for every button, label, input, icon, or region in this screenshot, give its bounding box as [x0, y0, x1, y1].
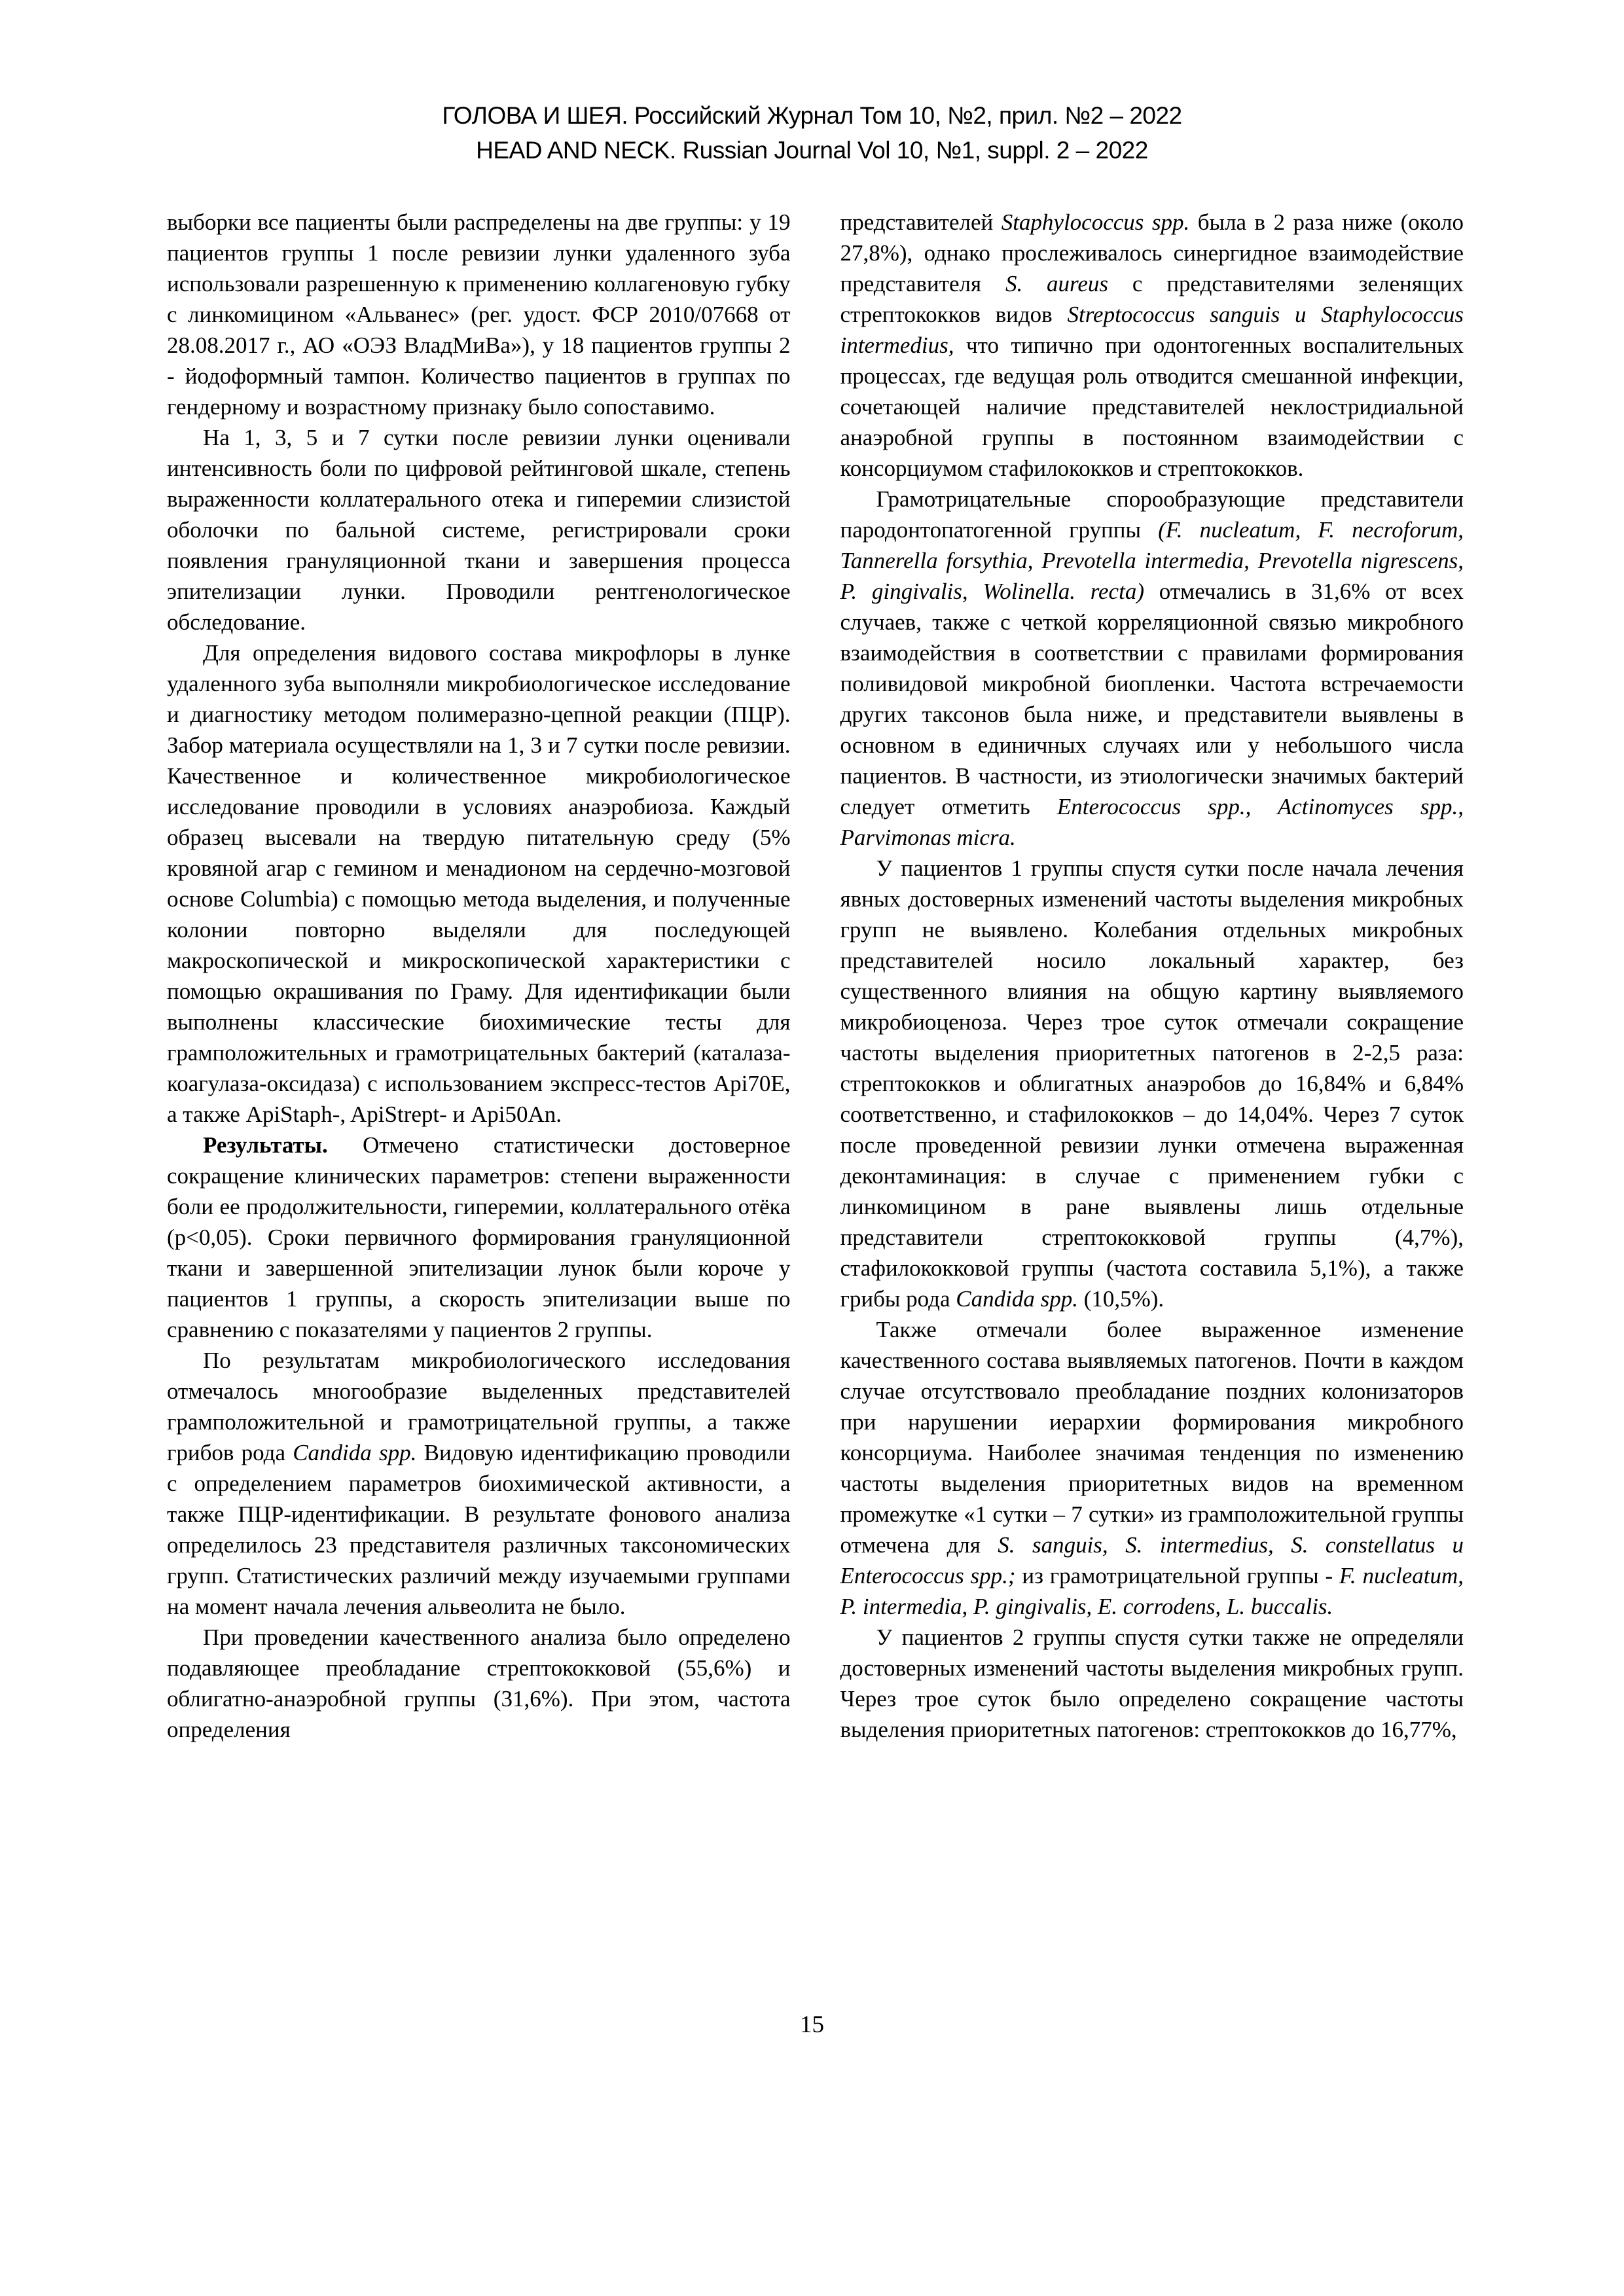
paragraph	[167, 1130, 791, 1345]
article-body	[167, 207, 1464, 1745]
paragraph	[167, 637, 791, 1130]
text-run: что типично при одонтогенных воспалительных процессах, где ведущая роль отводится смешанной инфекции, сочетающей наличие представителей неклостридиальной анаэробной группы в постоянном взаимодействии с консорциумом стафилококков и стрептококков.	[840, 332, 1464, 481]
text-run: Также отмечали более выраженное изменение качественного состава выявляемых патогенов. Почти в каждом случае отсутствовало преобладание поздних колонизаторов при нарушении иерархии формирования микробного консорциума. Наиболее значимая тенденция по изменению частоты выделения приоритетных видов на временном промежутке «1 сутки – 7 сутки» из грамположительной группы отмечена для	[840, 1317, 1464, 1558]
column-left	[167, 207, 791, 1745]
text-run: S. aureus	[1005, 271, 1109, 296]
paragraph	[840, 853, 1464, 1314]
text-run: Candida spp.	[293, 1440, 417, 1465]
text-run: На 1, 3, 5 и 7 сутки после ревизии лунки оценивали интенсивность боли по цифровой рейтинговой шкале, степень выраженности коллатерального отека и гиперемии слизистой оболочки по бальной системе, регистрировали сроки появления грануляционной ткани и завершения процесса эпителизации лунки. Проводили рентгенологическое обследование.	[167, 425, 791, 635]
text-run: отмечались в 31,6% от всех случаев, также с четкой корреляционной связью микробного взаимодействия в соответствии с правилами формирования поливидовой микробной биопленки. Частота встречаемости других таксонов была ниже, и представители выявлены в основном в единичных случаях или у небольшого числа пациентов. В частности, из этиологически значимых бактерий следует отметить	[840, 579, 1464, 819]
text-run: (10,5%).	[1077, 1286, 1164, 1312]
running-header	[0, 0, 1624, 168]
paragraph	[167, 422, 791, 637]
text-run: S. sanguis, S. intermedius, S. constellatus и Enterococcus spp.;	[840, 1532, 1464, 1588]
text-run: Candida spp.	[956, 1286, 1078, 1312]
text-run: Результаты.	[203, 1132, 328, 1158]
text-run: Streptococcus sanguis и Staphylococcus intermedius,	[840, 302, 1464, 358]
text-run: выборки все пациенты были распределены на две группы: у 19 пациентов группы 1 после ревизии лунки удаленного зуба использовали разрешенную к применению коллагеновую губку с линкомицином «Альванес» (рег. удост. ФСР 2010/07668 от 28.08.2017 г., АО «ОЭЗ ВладМиВа»), у 18 пациентов группы 2 - йодоформный тампон. Количество пациентов в группах по гендерному и возрастному признаку было сопоставимо.	[167, 209, 791, 420]
paragraph	[167, 1345, 791, 1622]
text-run: была в 2 раза ниже (около 27,8%), однако прослеживалось синергидное взаимодействие представителя	[840, 209, 1464, 296]
text-run: У пациентов 1 группы спустя сутки после начала лечения явных достоверных изменений частоты выделения микробных групп не выявлено. Колебания отдельных микробных представителей носило локальный характер, без существенного влияния на общую картину выявляемого микробиоценоза. Через трое суток отмечали сокращение частоты выделения приоритетных патогенов в 2-2,5 раза: стрептококков и облигатных анаэробов до 16,84% и 6,84% соответственно, и стафилококков – до 14,04%. Через 7 суток после проведенной ревизии лунки отмечена выраженная деконтаминация: в случае с применением губки с линкомицином в ране выявлены лишь отдельные представители стрептококковой группы (4,7%), стафилококковой группы (частота составила 5,1%), а также грибы рода	[840, 855, 1464, 1312]
paragraph	[840, 1314, 1464, 1622]
text-run: У пациентов 2 группы спустя сутки также не определяли достоверных изменений частоты выделения микробных групп. Через трое суток было определено сокращение частоты выделения приоритетных патогенов: стрептококков до 16,77%,	[840, 1624, 1464, 1742]
text-run: (F. nucleatum, F. necroforum, Tannerella forsythia, Prevotella intermedia, Prevotella nigrescens, P. gingivalis, Wolinella. recta)	[840, 517, 1464, 604]
running-header-line-ru: ГОЛОВА И ШЕЯ. Российский Журнал Том 10, №2, прил. №2 – 2022	[442, 102, 1182, 129]
page-footer	[0, 2009, 1624, 2040]
paragraph	[167, 1622, 791, 1745]
running-header-line-en: HEAD AND NECK. Russian Journal Vol 10, №1, suppl. 2 – 2022	[476, 137, 1148, 164]
page-number: 15	[800, 2011, 824, 2038]
text-run: Отмечено статистически достоверное сокращение клинических параметров: степени выраженности боли ее продолжительности, гиперемии, коллатерального отёка (p<0,05). Сроки первичного формирования грануляционной ткани и завершенной эпителизации лунок были короче у пациентов 1 группы, а скорость эпителизации выше по сравнению с показателями у пациентов 2 группы.	[167, 1132, 791, 1342]
paragraph	[167, 207, 791, 422]
text-run: При проведении качественного анализа было определено подавляющее преобладание стрептококковой (55,6%) и облигатно-анаэробной группы (31,6%). При этом, частота определения	[167, 1624, 791, 1742]
text-run: F. nucleatum, P. intermedia, P. gingivalis, E. corrodens, L. buccalis.	[840, 1563, 1464, 1619]
column-right	[840, 207, 1464, 1745]
text-run: По результатам микробиологического исследования отмечалось многообразие выделенных представителей грамположительной и грамотрицательной группы, а также грибов рода	[167, 1348, 791, 1465]
text-run: Staphylococcus spp.	[1001, 209, 1190, 235]
text-run: Для определения видового состава микрофлоры в лунке удаленного зуба выполняли микробиологическое исследование и диагностику методом полимеразно-цепной реакции (ПЦР). Забор материала осуществляли на 1, 3 и 7 сутки после ревизии. Качественное и количественное микробиологическое исследование проводили в условиях анаэробиоза. Каждый образец высевали на твердую питательную среду (5% кровяной агар с гемином и менадионом на сердечно-мозговой основе Columbia) с помощью метода выделения, и полученные колонии повторно выделяли для последующей макроскопической и микроскопической характеристики с помощью окрашивания по Граму. Для идентификации были выполнены классические биохимические тесты для грамположительных и грамотрицательных бактерий (каталаза-коагулаза-оксидаза) с использованием экспресс-тестов Api70E, а также ApiStaph-, ApiStrept- и Api50An.	[167, 640, 791, 1127]
paragraph	[840, 207, 1464, 484]
text-run: представителей	[840, 209, 1001, 235]
text-run: из грамотрицательной группы -	[1015, 1563, 1339, 1588]
paragraph	[840, 484, 1464, 853]
text-run: Видовую идентификацию проводили с определением параметров биохимической активности, а также ПЦР-идентификации. В результате фонового анализа определилось 23 представителя различных таксономических групп. Статистических различий между изучаемыми группами на момент начала лечения альвеолита не было.	[167, 1440, 791, 1619]
paragraph	[840, 1622, 1464, 1745]
text-run: Грамотрицательные спорообразующие представители пародонтопатогенной группы	[840, 486, 1464, 543]
text-run: с представителями зеленящих стрептококков видов	[840, 271, 1464, 327]
text-run: Enterococcus spp., Actinomyces spp., Parvimonas micra.	[840, 794, 1464, 850]
